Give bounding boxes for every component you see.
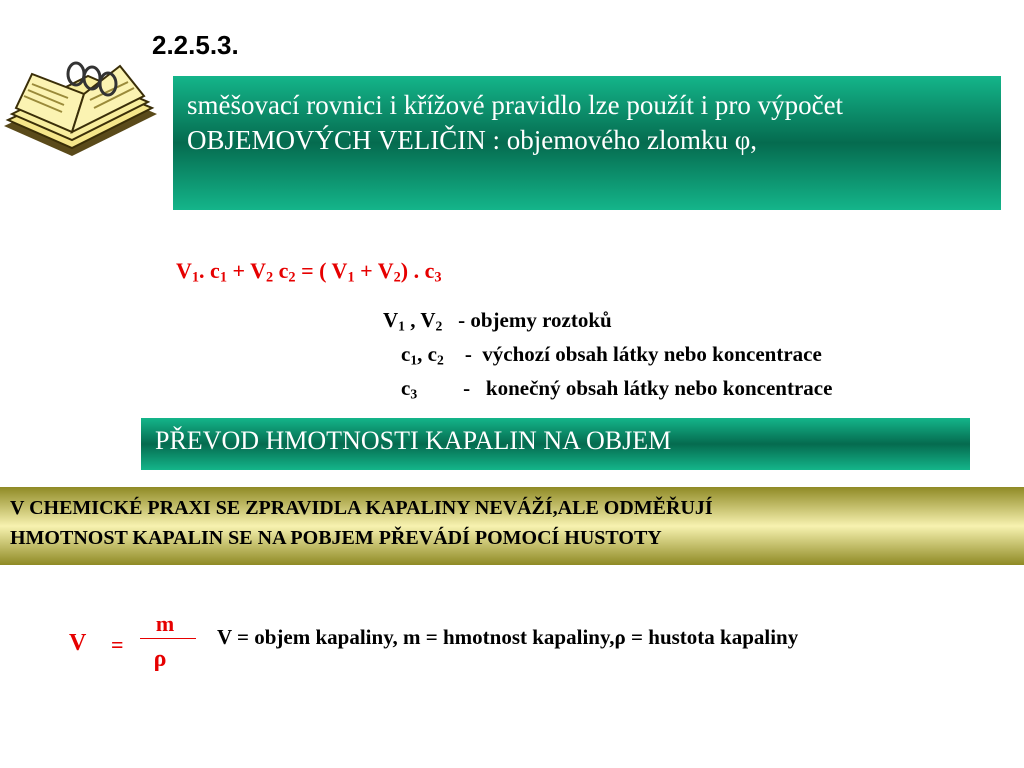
legend-initial-concentration bbox=[401, 342, 822, 368]
eq-sub: 3 bbox=[434, 269, 442, 286]
intro-text-box bbox=[173, 76, 1001, 210]
legend-sub: 2 bbox=[435, 318, 443, 334]
slide-number: 2.2.5.3. bbox=[152, 30, 239, 60]
formula-description: V = objem kapaliny, m = hmotnost kapaliny,ρ = hustota kapaliny bbox=[217, 625, 799, 649]
section-heading: PŘEVOD HMOTNOSTI KAPALIN NA OBJEM bbox=[155, 426, 672, 455]
formula-denominator: ρ bbox=[153, 646, 167, 672]
formula-equals: = bbox=[111, 632, 124, 657]
legend-symbol: c bbox=[401, 376, 411, 400]
eq-sub: 2 bbox=[288, 269, 296, 286]
eq-part: V bbox=[176, 258, 192, 283]
note-line-2: HMOTNOST KAPALIN SE NA POBJEM PŘEVÁDÍ POMOCÍ HUSTOTY bbox=[10, 527, 662, 549]
legend-symbol: c bbox=[401, 342, 411, 366]
eq-sub: 1 bbox=[219, 269, 227, 286]
eq-sub: 2 bbox=[393, 269, 401, 286]
note-line-1: V CHEMICKÉ PRAXI SE ZPRAVIDLA KAPALINY NEVÁŽÍ,ALE ODMĚŘUJÍ bbox=[10, 497, 713, 519]
legend-symbol: V bbox=[383, 308, 399, 332]
practice-note-box bbox=[0, 487, 1024, 565]
legend-symbol: , V bbox=[405, 308, 436, 332]
eq-sub: 1 bbox=[347, 269, 355, 286]
open-book-icon bbox=[2, 56, 162, 161]
legend-sub: 1 bbox=[410, 352, 418, 368]
fraction-bar bbox=[140, 638, 196, 639]
eq-part: c bbox=[273, 258, 289, 283]
legend-sub: 3 bbox=[410, 386, 418, 402]
formula-lhs: V bbox=[69, 630, 87, 656]
legend-description: - konečný obsah látky nebo koncentrace bbox=[463, 376, 833, 400]
legend-description: - výchozí obsah látky nebo koncentrace bbox=[443, 342, 822, 366]
eq-part: + V bbox=[226, 258, 266, 283]
legend-final-concentration bbox=[401, 376, 832, 402]
eq-sub: 1 bbox=[191, 269, 200, 286]
legend-volumes bbox=[383, 308, 612, 334]
legend-sub: 1 bbox=[398, 318, 405, 334]
mixing-equation bbox=[176, 258, 442, 287]
section-heading-box bbox=[141, 418, 970, 470]
intro-text: směšovací rovnici i křížové pravidlo lze použít i pro výpočet OBJEMOVÝCH VELIČIN : objemového zlomku φ, bbox=[187, 90, 844, 155]
eq-sub: 2 bbox=[266, 269, 274, 286]
eq-part: ) . c bbox=[400, 258, 435, 283]
eq-part: = ( V bbox=[295, 258, 348, 283]
legend-sub: 2 bbox=[436, 352, 444, 368]
eq-part: . c bbox=[199, 258, 220, 283]
formula-numerator: m bbox=[155, 611, 175, 636]
legend-description: - objemy roztoků bbox=[442, 308, 612, 332]
legend-symbol: , c bbox=[417, 342, 437, 366]
eq-part: + V bbox=[354, 258, 394, 283]
